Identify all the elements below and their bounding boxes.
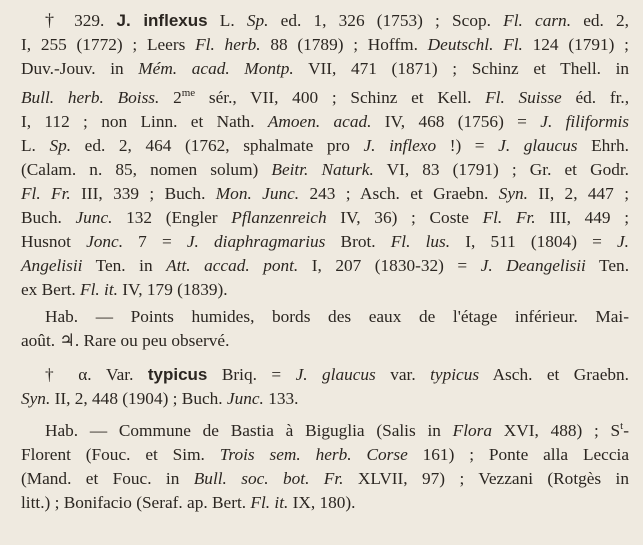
entry-line-5: I, 112 ; non Linn. et Nath. Amoen. acad. IV, 468 (1756) = J. filiformis <box>21 111 629 131</box>
italic-text: Angelisii <box>21 255 83 275</box>
italic-text: Deutschl. Fl. <box>427 35 523 54</box>
species-entry <box>21 8 629 302</box>
superscript-text: t <box>620 419 624 432</box>
italic-text: Fl. it. <box>250 492 289 512</box>
italic-text: J. inflexo <box>363 135 437 155</box>
italic-text: Sp. <box>246 11 269 30</box>
italic-text: Beitr. Naturk. <box>271 159 374 179</box>
entry-line-12: ex Bert. Fl. it. IV, 179 (1839). <box>21 279 228 299</box>
habitat-line-1: Hab. — Points humides, bords des eaux de l'étage inférieur. Mai- <box>45 306 629 326</box>
italic-text: Fl. it. <box>80 279 118 299</box>
entry-line-2: I, 255 (1772) ; Leers Fl. herb. 88 (1789) ; Hoffm. Deutschl. Fl. 124 (1791) ; <box>21 35 629 54</box>
entry-line-1 <box>21 8 629 33</box>
variety-line-1: † α. Var. typicus Briq. = J. glaucus var. typicus Asch. et Graebn. <box>45 364 629 384</box>
spacer <box>21 353 629 363</box>
variety-habitat-paragraph <box>21 414 629 515</box>
italic-text: Pflanzenreich <box>231 207 327 227</box>
species-number: 329. <box>74 11 105 30</box>
variety-habitat-line-4: litt.) ; Bonifacio (Seraf. ap. Bert. Fl. it. IX, 180). <box>21 492 356 512</box>
italic-text: J. glaucus <box>295 364 376 384</box>
entry-line-10: Husnot Jonc. 7 = J. diaphragmarius Brot. Fl. lus. I, 511 (1804) = J. <box>21 231 629 251</box>
italic-text: J. filiformis <box>540 111 629 131</box>
entry-line-6: L. Sp. ed. 2, 464 (1762, sphalmate pro J. inflexo !) = J. glaucus Ehrh. <box>21 135 630 155</box>
entry-line-11: Angelisii Ten. in Att. accad. pont. I, 207 (1830-32) = J. Deangelisii Ten. <box>21 255 630 275</box>
italic-text: J. Deangelisii <box>480 255 586 275</box>
italic-text: Bull. soc. bot. Fr. <box>193 468 344 488</box>
italic-text: Trois sem. herb. Corse <box>219 444 408 464</box>
variety-habitat-line-3: (Mand. et Fouc. in Bull. soc. bot. Fr. XLVII, 97) ; Vezzani (Rotgès in <box>21 468 629 488</box>
italic-text: Att. accad. pont. <box>166 255 299 275</box>
italic-text: J. glaucus <box>498 135 578 155</box>
habitat-line-2: août. ♃. Rare ou peu observé. <box>21 330 230 350</box>
entry-line-7: (Calam. n. 85, nomen solum) Beitr. Naturk. VI, 83 (1791) ; Gr. et Godr. <box>21 159 629 179</box>
italic-text: Fl. lus. <box>390 231 451 251</box>
superscript-text: me <box>181 87 196 99</box>
italic-text: Fl. Fr. <box>482 207 536 227</box>
entry-line-4: Bull. herb. Boiss. $2^{me}$ sér., VII, 400 ; Schinz et Kell. Fl. Suisse éd. fr., <box>21 87 630 107</box>
italic-text: Jonc. <box>86 231 124 251</box>
italic-text: J. diaphragmarius <box>186 231 326 251</box>
italic-text: typicus <box>430 364 480 384</box>
entry-line-8: Fl. Fr. III, 339 ; Buch. Mon. Junc. 243 ; Asch. et Graebn. Syn. II, 2, 447 ; <box>21 183 629 203</box>
variety-line-2: Syn. II, 2, 448 (1904) ; Buch. Junc. 133. <box>21 388 299 408</box>
variety-habitat-line-2: Florent (Fouc. et Sim. Trois sem. herb. Corse 161) ; Ponte alla Leccia <box>21 444 629 464</box>
italic-text: J. <box>617 231 629 251</box>
italic-text: Mon. Junc. <box>215 183 300 203</box>
entry-line-3: Duv.-Jouv. in Mém. acad. Montp. VII, 471 (1871) ; Schinz et Thell. in <box>21 59 630 78</box>
italic-text: Junc. <box>75 207 113 227</box>
species-name: J. inflexus <box>116 11 208 30</box>
variety-entry <box>21 363 629 411</box>
habitat-paragraph <box>21 305 629 353</box>
dagger-symbol: † <box>45 10 62 30</box>
entry-line-9: Buch. Junc. 132 (Engler Pflanzenreich IV, 36) ; Coste Fl. Fr. III, 449 ; <box>21 207 630 227</box>
italic-text: Syn. <box>498 183 528 203</box>
italic-text: Fl. herb. <box>195 35 261 54</box>
italic-text: Bull. herb. Boiss. <box>21 87 160 107</box>
italic-text: Syn. <box>21 388 51 408</box>
entry-line-1-rest: L. Sp. ed. 1, 326 (1753) ; Scop. Fl. carn. ed. 2, <box>207 11 630 30</box>
italic-text: Fl. Suisse <box>485 87 562 107</box>
italic-text: Fl. Fr. <box>21 183 71 203</box>
italic-text: Flora <box>452 420 493 440</box>
italic-text: Sp. <box>49 135 72 155</box>
bold-text: typicus <box>147 364 208 384</box>
variety-habitat-line-1: Hab. — Commune de Bastia à Biguglia (Salis in Flora XVI, 488) ; $S^t-$ <box>45 419 629 440</box>
italic-text: Mém. acad. Montp. <box>138 59 294 78</box>
italic-text: Junc. <box>226 388 264 408</box>
italic-text: Amoen. acad. <box>267 111 372 131</box>
italic-text: Fl. carn. <box>503 11 572 30</box>
